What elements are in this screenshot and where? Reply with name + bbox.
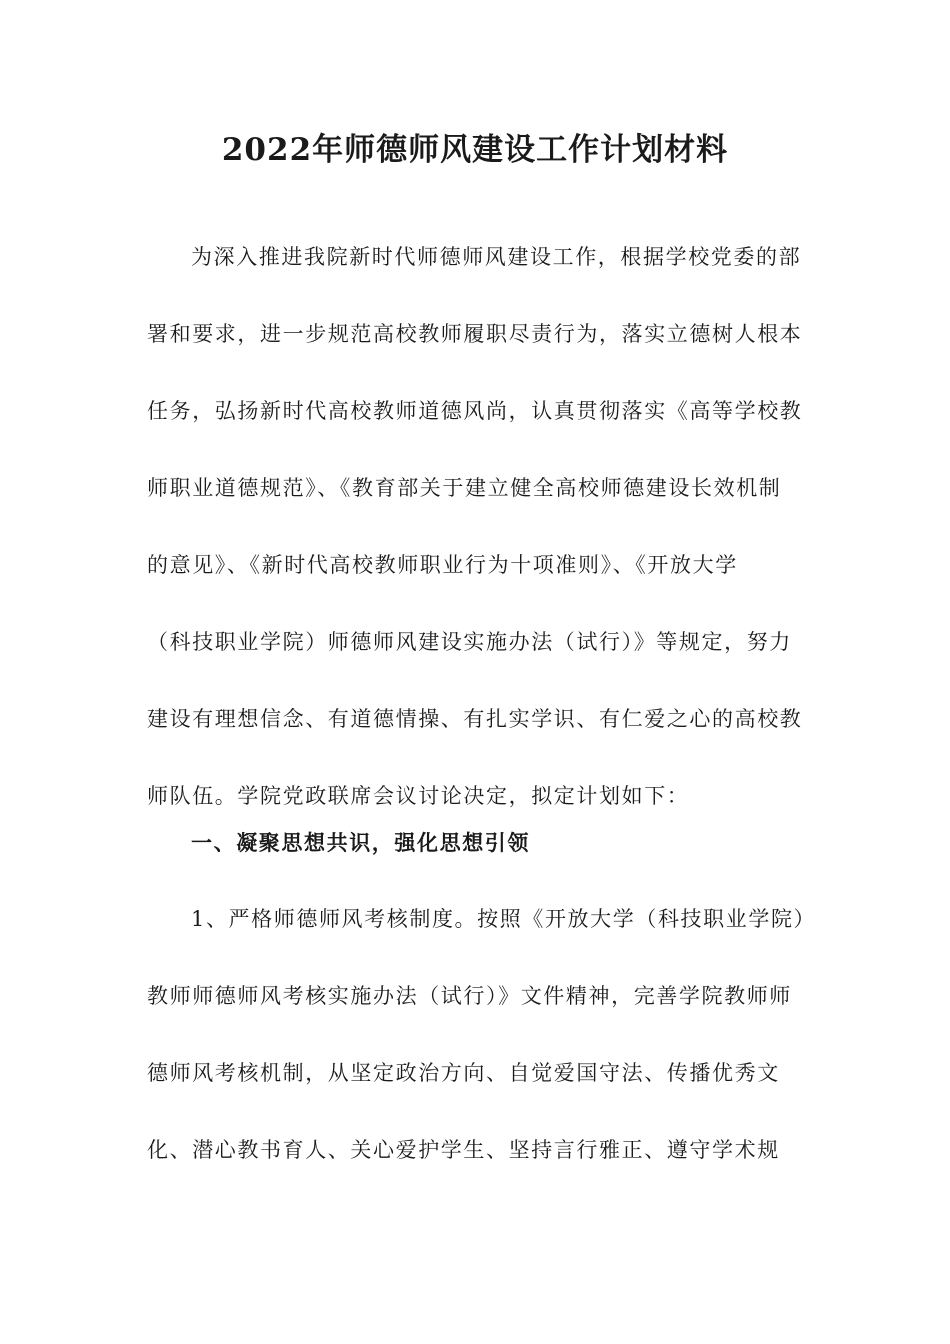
section-heading: 一、凝聚思想共识，强化思想引领 — [191, 830, 530, 855]
item-1-paragraph — [147, 881, 817, 1189]
paragraph-line: 德师风考核机制，从坚定政治方向、自觉爱国守法、传播优秀文 — [147, 1061, 780, 1085]
paragraph-line: 师队伍。学院党政联席会议讨论决定，拟定计划如下： — [147, 784, 690, 808]
paragraph-line: 1、严格师德师风考核制度。按照《开放大学（科技职业学院） — [191, 907, 817, 931]
paragraph-line: 任务，弘扬新时代高校教师道德风尚，认真贯彻落实《高等学校教 — [147, 399, 803, 423]
intro-paragraph — [147, 219, 803, 835]
paragraph-line: 的意见》、《新时代高校教师职业行为十项准则》、《开放大学 — [147, 553, 738, 577]
section-heading-block — [147, 804, 797, 881]
paragraph-line: 师职业道德规范》、《教育部关于建立健全高校师德建设长效机制 — [147, 476, 782, 500]
document-title: 2022年师德师风建设工作计划材料 — [221, 132, 729, 168]
paragraph-line: 化、潜心教书育人、关心爱护学生、坚持言行雅正、遵守学术规 — [147, 1138, 780, 1162]
paragraph-line: 建设有理想信念、有道德情操、有扎实学识、有仁爱之心的高校教 — [147, 707, 803, 731]
paragraph-line: 教师师德师风考核实施办法（试行）》文件精神，完善学院教师师 — [147, 984, 792, 1008]
paragraph-line: 为深入推进我院新时代师德师风建设工作，根据学校党委的部 — [191, 245, 802, 269]
paragraph-line: （科技职业学院）师德师风建设实施办法（试行）》等规定，努力 — [147, 630, 792, 654]
paragraph-line: 署和要求，进一步规范高校教师履职尽责行为，落实立德树人根本 — [147, 322, 803, 346]
